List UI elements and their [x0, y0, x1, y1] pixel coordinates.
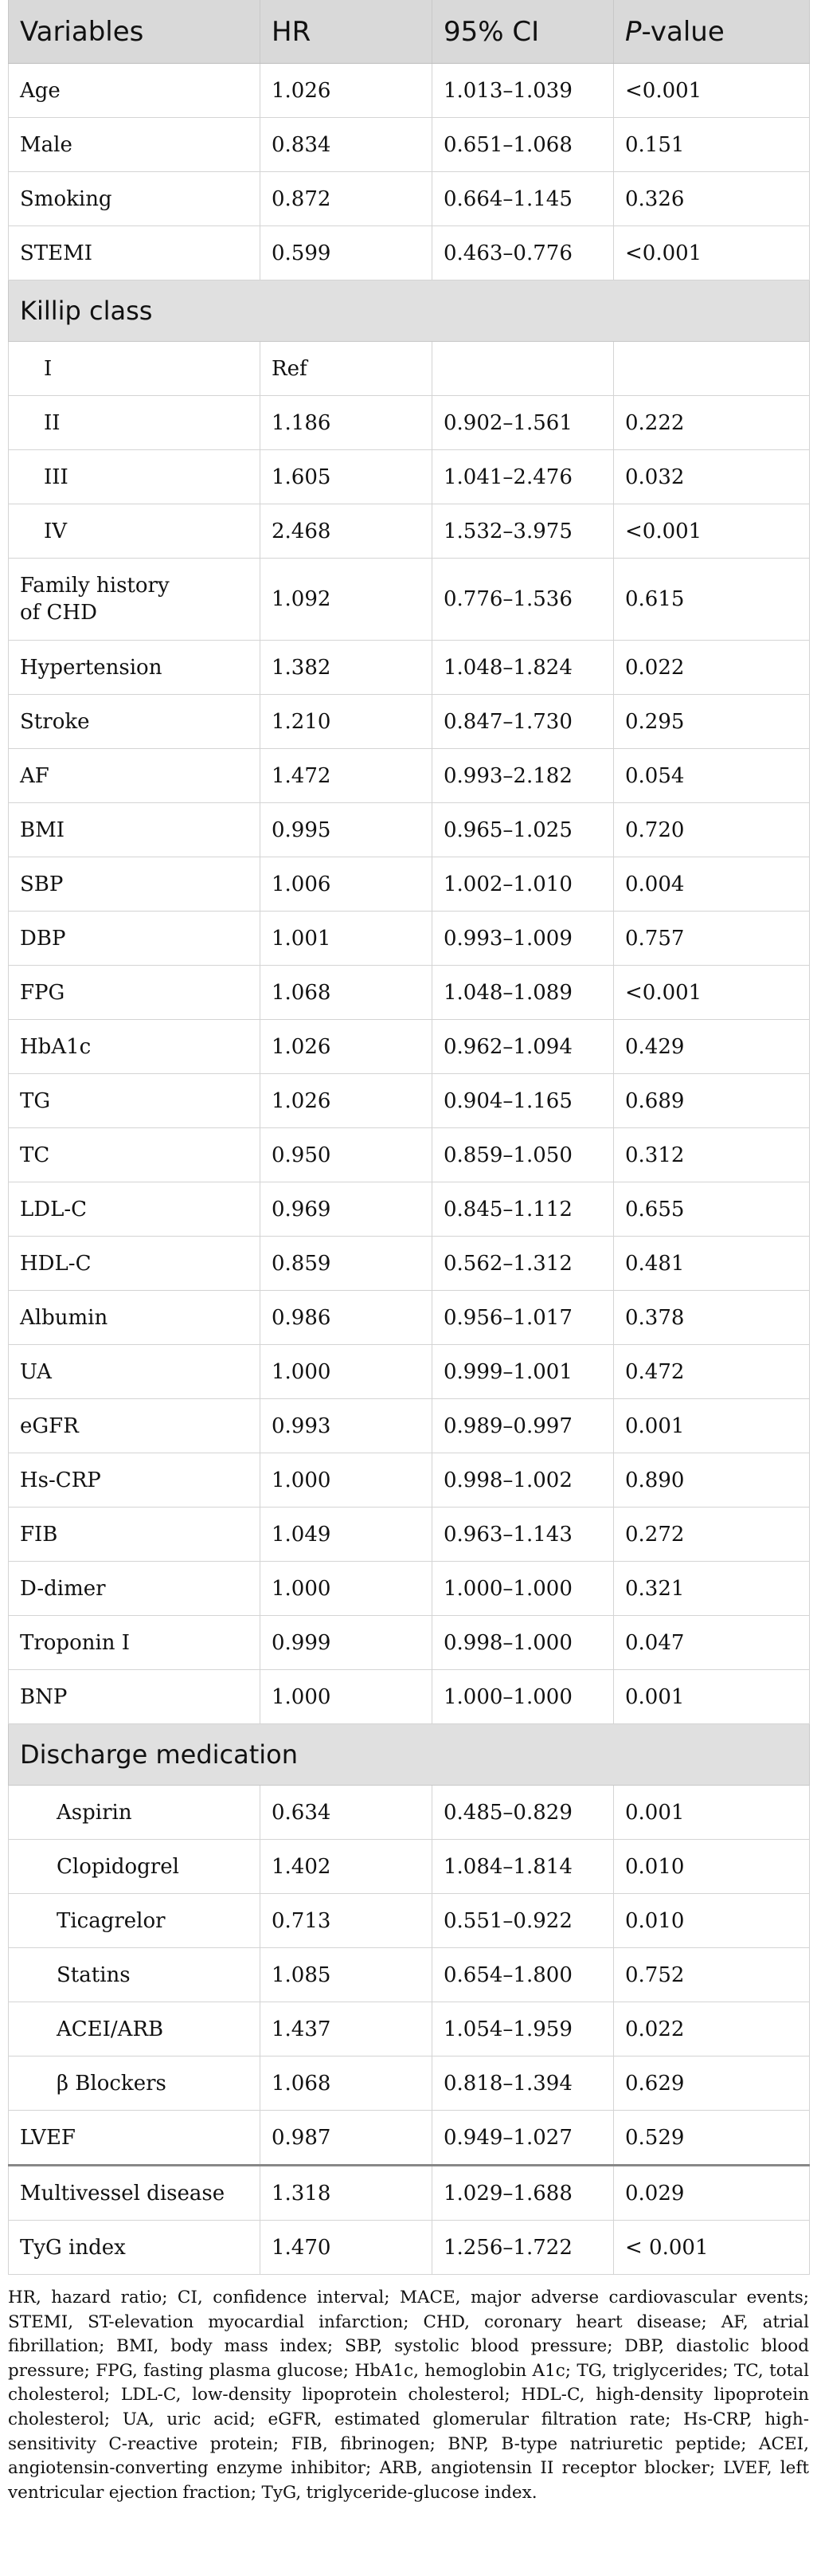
variable-cell: β Blockers: [9, 2056, 260, 2111]
hr-cell: 1.001: [260, 912, 432, 966]
table-body: [9, 64, 810, 2275]
hr-cell: 0.950: [260, 1128, 432, 1182]
variable-cell: FPG: [9, 966, 260, 1020]
p-value-cell: 0.378: [614, 1291, 810, 1345]
table-row: [9, 1894, 810, 1948]
p-value-cell: 0.032: [614, 450, 810, 504]
ci-cell: [432, 342, 614, 396]
table-row: [9, 1128, 810, 1182]
hr-cell: 0.986: [260, 1291, 432, 1345]
table-row: [9, 1237, 810, 1291]
table-row: [9, 1453, 810, 1508]
ci-cell: 0.949–1.027: [432, 2111, 614, 2166]
ci-cell: 1.000–1.000: [432, 1670, 614, 1724]
p-value-cell: 0.222: [614, 396, 810, 450]
table-row: [9, 1840, 810, 1894]
hr-cell: 0.859: [260, 1237, 432, 1291]
hr-cell: 0.987: [260, 2111, 432, 2166]
ci-cell: 1.048–1.089: [432, 966, 614, 1020]
ci-cell: 1.041–2.476: [432, 450, 614, 504]
variable-cell: TyG index: [9, 2221, 260, 2275]
table-row: [9, 1786, 810, 1840]
table-row: [9, 749, 810, 803]
variable-cell: I: [9, 342, 260, 396]
variable-cell: Hypertension: [9, 641, 260, 695]
variable-cell: Troponin I: [9, 1616, 260, 1670]
ci-cell: 0.956–1.017: [432, 1291, 614, 1345]
p-value-cell: 0.047: [614, 1616, 810, 1670]
p-value-cell: 0.529: [614, 2111, 810, 2166]
variable-cell: BNP: [9, 1670, 260, 1724]
p-value-cell: 0.481: [614, 1237, 810, 1291]
hr-cell: Ref: [260, 342, 432, 396]
table-row: [9, 342, 810, 396]
hr-cell: 0.599: [260, 226, 432, 280]
ci-cell: 0.965–1.025: [432, 803, 614, 857]
table-row: [9, 1291, 810, 1345]
header-p-rest: -value: [641, 15, 725, 48]
ci-cell: 0.485–0.829: [432, 1786, 614, 1840]
hr-cell: 1.049: [260, 1508, 432, 1562]
variable-cell: Clopidogrel: [9, 1840, 260, 1894]
table-row: [9, 803, 810, 857]
hr-cell: 0.834: [260, 118, 432, 172]
hr-cell: 1.472: [260, 749, 432, 803]
p-value-cell: 0.010: [614, 1894, 810, 1948]
table-container: [8, 0, 809, 2505]
ci-cell: 1.054–1.959: [432, 2002, 614, 2056]
hr-cell: 0.969: [260, 1182, 432, 1237]
p-value-cell: <0.001: [614, 64, 810, 118]
variable-cell: Aspirin: [9, 1786, 260, 1840]
hr-cell: 1.068: [260, 966, 432, 1020]
ci-cell: 0.551–0.922: [432, 1894, 614, 1948]
hr-cell: 1.000: [260, 1453, 432, 1508]
table-row: [9, 1508, 810, 1562]
variable-cell: LVEF: [9, 2111, 260, 2166]
ci-cell: 1.084–1.814: [432, 1840, 614, 1894]
variable-cell: STEMI: [9, 226, 260, 280]
ci-cell: 0.818–1.394: [432, 2056, 614, 2111]
ci-cell: 1.532–3.975: [432, 504, 614, 559]
variable-cell: Multivessel disease: [9, 2166, 260, 2221]
table-row: [9, 1074, 810, 1128]
variable-cell: D-dimer: [9, 1562, 260, 1616]
hr-cell: 0.872: [260, 172, 432, 226]
p-value-cell: 0.295: [614, 695, 810, 749]
table-row: [9, 396, 810, 450]
variable-cell: BMI: [9, 803, 260, 857]
table-row: [9, 641, 810, 695]
table-row: [9, 559, 810, 641]
ci-cell: 0.902–1.561: [432, 396, 614, 450]
p-value-cell: <0.001: [614, 504, 810, 559]
hr-cell: 1.210: [260, 695, 432, 749]
p-value-cell: 0.629: [614, 2056, 810, 2111]
p-value-cell: 0.022: [614, 2002, 810, 2056]
p-value-cell: 0.326: [614, 172, 810, 226]
table-row: [9, 2002, 810, 2056]
table-row: [9, 2111, 810, 2166]
hr-cell: 1.470: [260, 2221, 432, 2275]
hr-cell: 1.006: [260, 857, 432, 912]
p-value-cell: 0.429: [614, 1020, 810, 1074]
table-row: [9, 1399, 810, 1453]
ci-cell: 0.998–1.002: [432, 1453, 614, 1508]
variable-cell: FIB: [9, 1508, 260, 1562]
variable-cell: Stroke: [9, 695, 260, 749]
p-value-cell: 0.272: [614, 1508, 810, 1562]
hr-cell: 1.000: [260, 1345, 432, 1399]
hr-cell: 0.713: [260, 1894, 432, 1948]
section-label: Killip class: [9, 280, 810, 342]
variable-cell: Age: [9, 64, 260, 118]
section-label: Discharge medication: [9, 1724, 810, 1786]
table-row: [9, 1616, 810, 1670]
table-row: [9, 695, 810, 749]
p-value-cell: 0.752: [614, 1948, 810, 2002]
ci-cell: 0.999–1.001: [432, 1345, 614, 1399]
ci-cell: 1.029–1.688: [432, 2166, 614, 2221]
hazard-ratio-table: [8, 0, 810, 2275]
p-value-cell: 0.689: [614, 1074, 810, 1128]
variable-cell: HbA1c: [9, 1020, 260, 1074]
p-value-cell: <0.001: [614, 966, 810, 1020]
variable-cell: Ticagrelor: [9, 1894, 260, 1948]
variable-cell: IV: [9, 504, 260, 559]
table-row: [9, 966, 810, 1020]
p-value-cell: 0.004: [614, 857, 810, 912]
ci-cell: 0.845–1.112: [432, 1182, 614, 1237]
variable-cell: Hs-CRP: [9, 1453, 260, 1508]
variable-cell: Albumin: [9, 1291, 260, 1345]
ci-cell: 0.664–1.145: [432, 172, 614, 226]
hr-cell: 1.437: [260, 2002, 432, 2056]
ci-cell: 0.651–1.068: [432, 118, 614, 172]
header-hr: HR: [260, 0, 432, 64]
header-p-italic: P: [625, 15, 642, 48]
variable-cell: DBP: [9, 912, 260, 966]
table-row: [9, 912, 810, 966]
ci-cell: 0.989–0.997: [432, 1399, 614, 1453]
p-value-cell: 0.151: [614, 118, 810, 172]
variable-cell: SBP: [9, 857, 260, 912]
p-value-cell: 0.029: [614, 2166, 810, 2221]
hr-cell: 1.026: [260, 64, 432, 118]
p-value-cell: 0.890: [614, 1453, 810, 1508]
variable-cell: ACEI/ARB: [9, 2002, 260, 2056]
hr-cell: 0.999: [260, 1616, 432, 1670]
hr-cell: 1.186: [260, 396, 432, 450]
variable-cell: Smoking: [9, 172, 260, 226]
variable-cell: Statins: [9, 1948, 260, 2002]
variable-cell: LDL-C: [9, 1182, 260, 1237]
ci-cell: 0.463–0.776: [432, 226, 614, 280]
table-footnote: HR, hazard ratio; CI, confidence interval; MACE, major adverse cardiovascular events; STEMI, ST-elevation myocardial infarction; CHD, coronary heart disease; AF, atrial fibrillation; BMI, body mass index; SBP, systolic blood pressure; DBP, diastolic blood pressure; FPG, fasting plasma glucose; HbA1c, hemoglobin A1c; TG, triglycerides; TC, total cholesterol; LDL-C, low-density lipoprotein cholesterol; HDL-C, high-density lipoprotein cholesterol; UA, uric acid; eGFR, estimated glomerular filtration rate; Hs-CRP, high-sensitivity C-reactive protein; FIB, fibrinogen; BNP, B-type natriuretic peptide; ACEI, angiotensin-converting enzyme inhibitor; ARB, angiotensin II receptor blocker; LVEF, left ventricular ejection fraction; TyG, triglyceride-glucose index.: [8, 2288, 809, 2503]
table-row: [9, 118, 810, 172]
ci-cell: 1.002–1.010: [432, 857, 614, 912]
variable-cell: HDL-C: [9, 1237, 260, 1291]
variable-cell: UA: [9, 1345, 260, 1399]
p-value-cell: [614, 342, 810, 396]
table-row: [9, 450, 810, 504]
table-row: [9, 226, 810, 280]
table-row: [9, 1670, 810, 1724]
table-row: [9, 2166, 810, 2221]
hr-cell: 1.402: [260, 1840, 432, 1894]
hr-cell: 1.318: [260, 2166, 432, 2221]
header-variables: Variables: [9, 0, 260, 64]
p-value-cell: 0.615: [614, 559, 810, 641]
table-row: [9, 1562, 810, 1616]
section-header-row: [9, 1724, 810, 1786]
p-value-cell: 0.321: [614, 1562, 810, 1616]
variable-cell: II: [9, 396, 260, 450]
header-p-value: [614, 0, 810, 64]
ci-cell: 0.993–1.009: [432, 912, 614, 966]
p-value-cell: 0.472: [614, 1345, 810, 1399]
variable-cell: TC: [9, 1128, 260, 1182]
hr-cell: 1.382: [260, 641, 432, 695]
ci-cell: 1.048–1.824: [432, 641, 614, 695]
ci-cell: 0.859–1.050: [432, 1128, 614, 1182]
variable-cell: TG: [9, 1074, 260, 1128]
p-value-cell: 0.022: [614, 641, 810, 695]
table-row: [9, 1020, 810, 1074]
hr-cell: 1.000: [260, 1562, 432, 1616]
p-value-cell: 0.010: [614, 1840, 810, 1894]
ci-cell: 1.256–1.722: [432, 2221, 614, 2275]
p-value-cell: 0.312: [614, 1128, 810, 1182]
variable-cell: eGFR: [9, 1399, 260, 1453]
ci-cell: 0.963–1.143: [432, 1508, 614, 1562]
ci-cell: 0.654–1.800: [432, 1948, 614, 2002]
p-value-cell: 0.655: [614, 1182, 810, 1237]
p-value-cell: 0.757: [614, 912, 810, 966]
hr-cell: 1.026: [260, 1020, 432, 1074]
hr-cell: 0.634: [260, 1786, 432, 1840]
p-value-cell: < 0.001: [614, 2221, 810, 2275]
variable-cell: III: [9, 450, 260, 504]
section-header-row: [9, 280, 810, 342]
hr-cell: 1.085: [260, 1948, 432, 2002]
ci-cell: 0.904–1.165: [432, 1074, 614, 1128]
variable-cell: Male: [9, 118, 260, 172]
hr-cell: 1.068: [260, 2056, 432, 2111]
header-ci: 95% CI: [432, 0, 614, 64]
table-row: [9, 2056, 810, 2111]
table-row: [9, 64, 810, 118]
p-value-cell: <0.001: [614, 226, 810, 280]
ci-cell: 0.776–1.536: [432, 559, 614, 641]
variable-cell: Family history of CHD: [9, 559, 260, 641]
p-value-cell: 0.720: [614, 803, 810, 857]
table-row: [9, 1345, 810, 1399]
hr-cell: 1.605: [260, 450, 432, 504]
p-value-cell: 0.001: [614, 1399, 810, 1453]
ci-cell: 0.993–2.182: [432, 749, 614, 803]
ci-cell: 0.998–1.000: [432, 1616, 614, 1670]
ci-cell: 0.562–1.312: [432, 1237, 614, 1291]
table-row: [9, 857, 810, 912]
table-header-row: [9, 0, 810, 64]
ci-cell: 0.962–1.094: [432, 1020, 614, 1074]
table-row: [9, 172, 810, 226]
table-row: [9, 1948, 810, 2002]
table-row: [9, 2221, 810, 2275]
hr-cell: 1.092: [260, 559, 432, 641]
ci-cell: 1.013–1.039: [432, 64, 614, 118]
variable-cell: AF: [9, 749, 260, 803]
hr-cell: 1.026: [260, 1074, 432, 1128]
p-value-cell: 0.054: [614, 749, 810, 803]
p-value-cell: 0.001: [614, 1670, 810, 1724]
ci-cell: 0.847–1.730: [432, 695, 614, 749]
p-value-cell: 0.001: [614, 1786, 810, 1840]
table-row: [9, 504, 810, 559]
ci-cell: 1.000–1.000: [432, 1562, 614, 1616]
hr-cell: 2.468: [260, 504, 432, 559]
hr-cell: 0.995: [260, 803, 432, 857]
hr-cell: 0.993: [260, 1399, 432, 1453]
hr-cell: 1.000: [260, 1670, 432, 1724]
table-row: [9, 1182, 810, 1237]
